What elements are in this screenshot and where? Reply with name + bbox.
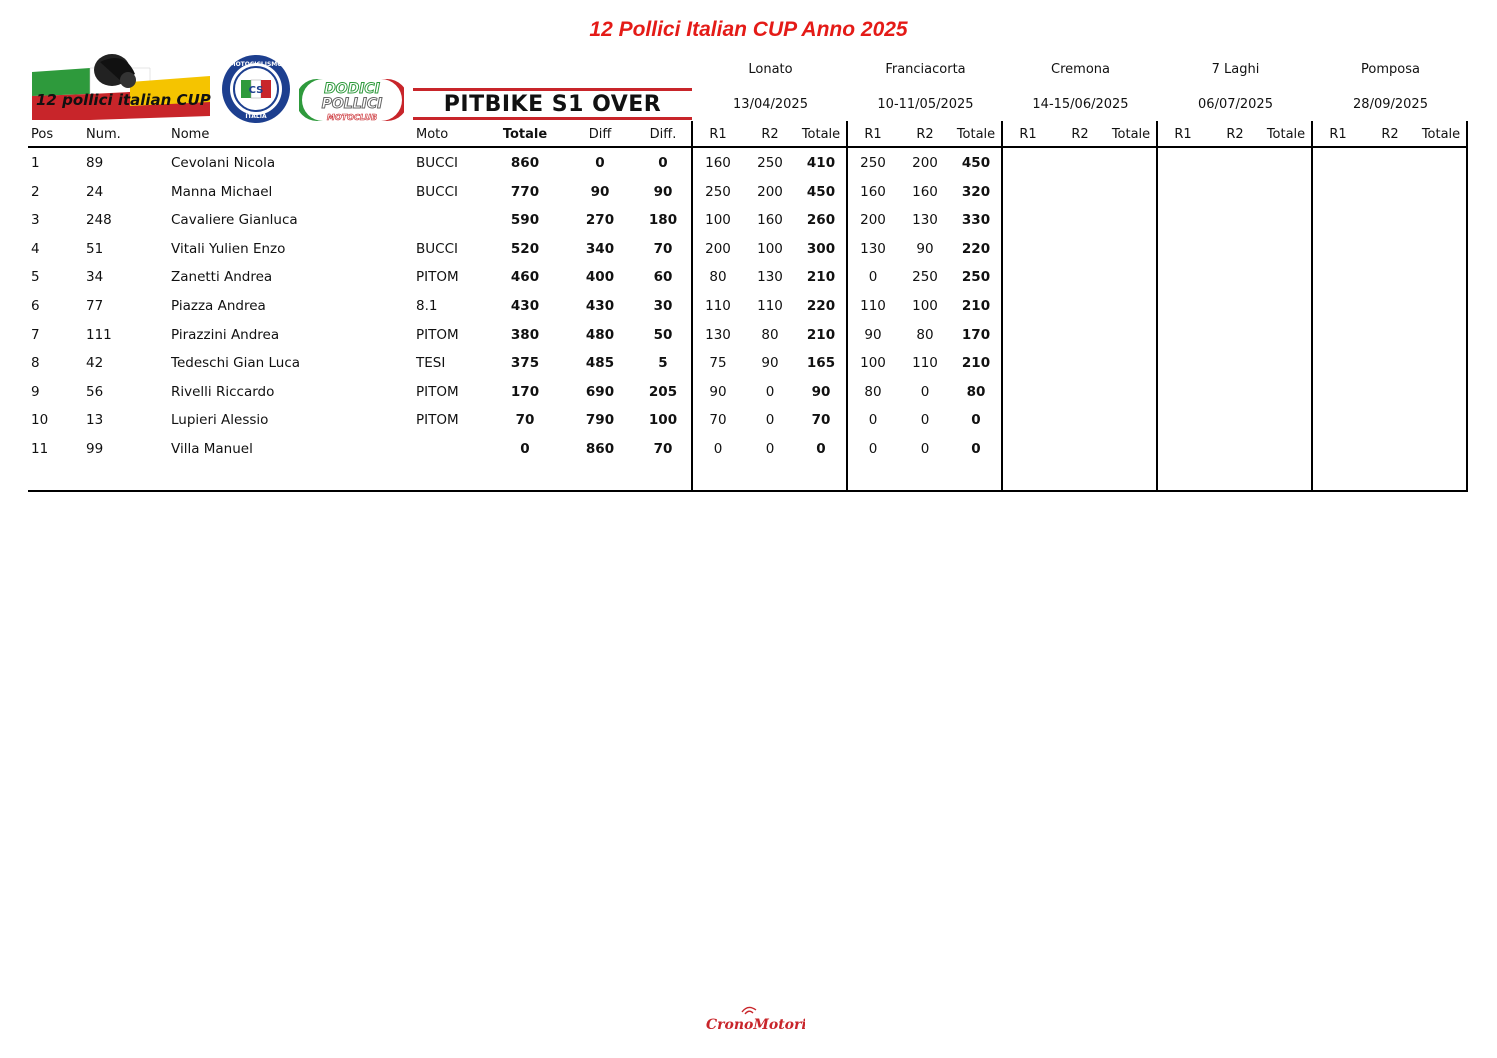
cell-diff2: 0 — [658, 155, 668, 171]
header-event-tot: Totale — [801, 127, 841, 142]
cell-nome: Lupieri Alessio — [171, 412, 269, 429]
cell-pos: 2 — [31, 183, 40, 200]
cell-moto: PITOM — [416, 269, 459, 286]
cup-logo-text: 12 pollici italian CUP — [36, 91, 211, 109]
header-event-r2: R2 — [1071, 127, 1089, 142]
cell-e1r1: 100 — [705, 212, 731, 229]
cell-e1r1: 70 — [709, 412, 727, 429]
cell-moto: TESI — [416, 355, 446, 372]
cell-totale: 590 — [510, 212, 540, 229]
cell-diff: 485 — [585, 355, 615, 372]
cell-e1r1: 90 — [709, 383, 727, 400]
cell-e2t: 210 — [961, 298, 991, 314]
cell-diff2: 205 — [648, 383, 678, 400]
cell-totale: 170 — [510, 383, 540, 400]
cell-e2r2: 250 — [912, 269, 938, 286]
cell-e1t: 210 — [806, 326, 836, 343]
cell-diff2: 100 — [648, 412, 678, 429]
svg-text:ITALIA: ITALIA — [245, 113, 267, 120]
cell-e2r2: 0 — [920, 383, 930, 400]
cell-e1r1: 110 — [705, 298, 731, 314]
cell-e2t: 210 — [961, 355, 991, 372]
cell-e2r1: 250 — [860, 155, 886, 171]
cell-diff2: 180 — [648, 212, 678, 229]
event-name: Cremona — [1051, 62, 1110, 77]
cell-e1r2: 80 — [761, 326, 779, 343]
cell-num: 24 — [86, 183, 104, 200]
header-event-r1: R1 — [1174, 127, 1192, 142]
cell-e2r2: 80 — [916, 326, 934, 343]
cell-moto: BUCCI — [416, 183, 458, 200]
cell-diff: 790 — [585, 412, 615, 429]
event-name: Pomposa — [1361, 62, 1420, 77]
cell-diff2: 50 — [653, 326, 673, 343]
cell-nome: Vitali Yulien Enzo — [171, 240, 286, 257]
event-date: 13/04/2025 — [733, 97, 808, 112]
event-name: Lonato — [748, 62, 793, 77]
cell-e2r1: 110 — [860, 298, 886, 314]
table-row — [0, 184, 1497, 212]
cell-nome: Cavaliere Gianluca — [171, 212, 298, 229]
page-title: 12 Pollici Italian CUP Anno 2025 — [589, 18, 908, 41]
event-date: 10-11/05/2025 — [877, 97, 974, 112]
cell-e2r2: 0 — [920, 412, 930, 429]
cell-e1r2: 0 — [765, 412, 775, 429]
cell-pos: 9 — [31, 383, 40, 400]
cell-e2r1: 200 — [860, 212, 886, 229]
cell-pos: 6 — [31, 298, 40, 314]
cell-num: 51 — [86, 240, 104, 257]
cell-diff: 430 — [585, 298, 615, 314]
cell-nome: Cevolani Nicola — [171, 155, 276, 171]
cell-moto: PITOM — [416, 326, 459, 343]
cell-e1t: 90 — [811, 383, 831, 400]
cell-diff2: 70 — [653, 441, 673, 457]
cell-nome: Pirazzini Andrea — [171, 326, 280, 343]
cell-e2r1: 160 — [860, 183, 886, 200]
cell-e2r1: 0 — [868, 412, 878, 429]
cell-e1r2: 110 — [757, 298, 783, 314]
cell-nome: Manna Michael — [171, 183, 273, 200]
cell-moto: BUCCI — [416, 240, 458, 257]
table-row — [0, 355, 1497, 383]
table-row — [0, 269, 1497, 297]
cell-e1r1: 160 — [705, 155, 731, 171]
cell-totale: 70 — [515, 412, 535, 429]
cell-num: 13 — [86, 412, 104, 429]
header-event-tot: Totale — [1266, 127, 1306, 142]
header-event-r1: R1 — [1019, 127, 1037, 142]
cell-num: 248 — [86, 212, 112, 229]
cell-diff: 340 — [585, 240, 615, 257]
cell-e1t: 410 — [806, 155, 836, 171]
cell-pos: 7 — [31, 326, 40, 343]
table-row — [0, 298, 1497, 326]
cell-e2t: 220 — [961, 240, 991, 257]
cell-nome: Zanetti Andrea — [171, 269, 273, 286]
cell-e1t: 70 — [811, 412, 831, 429]
cell-totale: 430 — [510, 298, 540, 314]
cell-num: 42 — [86, 355, 104, 372]
cell-totale: 520 — [510, 240, 540, 257]
cell-moto: 8.1 — [416, 298, 438, 314]
cell-e2r2: 130 — [912, 212, 938, 229]
header-event-tot: Totale — [956, 127, 996, 142]
table-row — [0, 412, 1497, 440]
cell-totale: 0 — [520, 441, 530, 457]
cell-e1t: 210 — [806, 269, 836, 286]
cell-e2r2: 200 — [912, 155, 938, 171]
cell-e2r1: 130 — [860, 240, 886, 257]
cup-logo — [30, 52, 214, 122]
club-logo — [299, 77, 404, 123]
cell-diff: 690 — [585, 383, 615, 400]
cell-diff2: 30 — [653, 298, 673, 314]
cell-e2t: 80 — [966, 383, 986, 400]
cell-diff: 860 — [585, 441, 615, 457]
cell-totale: 860 — [510, 155, 540, 171]
category-title: PITBIKE S1 OVER — [413, 88, 692, 120]
cell-e1r1: 250 — [705, 183, 731, 200]
cell-nome: Piazza Andrea — [171, 298, 266, 314]
header-diff: Diff — [588, 127, 612, 142]
cell-e2r2: 100 — [912, 298, 938, 314]
cell-nome: Rivelli Riccardo — [171, 383, 275, 400]
cell-pos: 10 — [31, 412, 49, 429]
svg-text:POLLICI: POLLICI — [321, 96, 383, 112]
cell-num: 89 — [86, 155, 104, 171]
cell-e2r2: 0 — [920, 441, 930, 457]
cell-num: 77 — [86, 298, 104, 314]
svg-text:DODICI: DODICI — [324, 81, 380, 97]
cell-diff: 0 — [595, 155, 605, 171]
cell-totale: 375 — [510, 355, 540, 372]
cell-moto: PITOM — [416, 412, 459, 429]
cell-e1r1: 130 — [705, 326, 731, 343]
cell-e1t: 450 — [806, 183, 836, 200]
cell-diff: 270 — [585, 212, 615, 229]
header-event-r1: R1 — [1329, 127, 1347, 142]
svg-text:MOTOCLUB: MOTOCLUB — [326, 113, 378, 122]
cell-e1r1: 80 — [709, 269, 727, 286]
header-totale: Totale — [502, 127, 548, 142]
cell-pos: 1 — [31, 155, 40, 171]
header-event-r2: R2 — [1226, 127, 1244, 142]
cell-diff2: 5 — [658, 355, 668, 372]
cell-nome: Tedeschi Gian Luca — [171, 355, 301, 372]
cell-e1t: 0 — [816, 441, 826, 457]
cell-e2r2: 90 — [916, 240, 934, 257]
cell-nome: Villa Manuel — [171, 441, 253, 457]
header-pos: Pos — [31, 127, 54, 142]
cell-e2r2: 160 — [912, 183, 938, 200]
cell-totale: 460 — [510, 269, 540, 286]
svg-text:CS: CS — [248, 85, 264, 96]
header-diff2: Diff. — [649, 127, 677, 142]
cell-diff: 90 — [590, 183, 610, 200]
cell-e1r2: 0 — [765, 441, 775, 457]
event-date: 28/09/2025 — [1353, 97, 1428, 112]
cronomotori-logo — [690, 1002, 805, 1042]
cell-e2t: 0 — [971, 412, 981, 429]
cell-e1t: 220 — [806, 298, 836, 314]
cell-totale: 380 — [510, 326, 540, 343]
cell-e2t: 330 — [961, 212, 991, 229]
cell-moto: BUCCI — [416, 155, 458, 171]
table-row — [0, 212, 1497, 240]
cell-num: 111 — [86, 326, 112, 343]
header-nome: Nome — [171, 127, 210, 142]
cell-e2t: 250 — [961, 269, 991, 286]
cell-moto: PITOM — [416, 383, 459, 400]
table-row — [0, 441, 1497, 469]
cell-e1r2: 200 — [757, 183, 783, 200]
cell-e1r2: 90 — [761, 355, 779, 372]
cell-e1r2: 130 — [757, 269, 783, 286]
cell-e1t: 260 — [806, 212, 836, 229]
cell-diff2: 60 — [653, 269, 673, 286]
event-name: Franciacorta — [885, 62, 966, 77]
cell-e1r2: 0 — [765, 383, 775, 400]
cell-diff: 480 — [585, 326, 615, 343]
cell-pos: 11 — [31, 441, 49, 457]
header-num: Num. — [86, 127, 121, 142]
cell-e2r2: 110 — [912, 355, 938, 372]
header-event-r2: R2 — [761, 127, 779, 142]
cell-e1r1: 200 — [705, 240, 731, 257]
header-event-tot: Totale — [1111, 127, 1151, 142]
table-row — [0, 241, 1497, 269]
cell-e2t: 170 — [961, 326, 991, 343]
cell-diff: 400 — [585, 269, 615, 286]
cell-e2r1: 0 — [868, 441, 878, 457]
cell-pos: 8 — [31, 355, 40, 372]
cell-pos: 4 — [31, 240, 40, 257]
table-row — [0, 384, 1497, 412]
cell-e1r2: 250 — [757, 155, 783, 171]
cell-e2r1: 100 — [860, 355, 886, 372]
header-event-r2: R2 — [1381, 127, 1399, 142]
cell-num: 56 — [86, 383, 104, 400]
cell-e1t: 165 — [806, 355, 836, 372]
cell-pos: 5 — [31, 269, 40, 286]
cell-e2t: 320 — [961, 183, 991, 200]
table-row — [0, 327, 1497, 355]
event-date: 14-15/06/2025 — [1032, 97, 1129, 112]
event-date: 06/07/2025 — [1198, 97, 1273, 112]
cell-e1r2: 100 — [757, 240, 783, 257]
table-bottom-rule — [28, 490, 1467, 492]
cell-e2t: 0 — [971, 441, 981, 457]
cell-e1r1: 75 — [709, 355, 727, 372]
cell-num: 34 — [86, 269, 104, 286]
cell-pos: 3 — [31, 212, 40, 229]
header-event-r1: R1 — [709, 127, 727, 142]
cell-e2r1: 80 — [864, 383, 882, 400]
event-name: 7 Laghi — [1211, 62, 1260, 77]
table-row — [0, 155, 1497, 183]
cell-e2t: 450 — [961, 155, 991, 171]
header-event-tot: Totale — [1421, 127, 1461, 142]
cell-e2r1: 0 — [868, 269, 878, 286]
cell-e1r1: 0 — [713, 441, 723, 457]
header-moto: Moto — [416, 127, 449, 142]
cell-e2r1: 90 — [864, 326, 882, 343]
header-rule — [28, 146, 1467, 148]
header-event-r1: R1 — [864, 127, 882, 142]
header-event-r2: R2 — [916, 127, 934, 142]
cell-num: 99 — [86, 441, 104, 457]
cell-totale: 770 — [510, 183, 540, 200]
fmi-logo — [221, 54, 291, 124]
cell-e1r2: 160 — [757, 212, 783, 229]
footer-brand: CronoMotori — [706, 1017, 805, 1033]
svg-text:MOTOCICLISMO: MOTOCICLISMO — [229, 61, 283, 68]
cell-e1t: 300 — [806, 240, 836, 257]
cell-diff2: 90 — [653, 183, 673, 200]
cell-diff2: 70 — [653, 240, 673, 257]
